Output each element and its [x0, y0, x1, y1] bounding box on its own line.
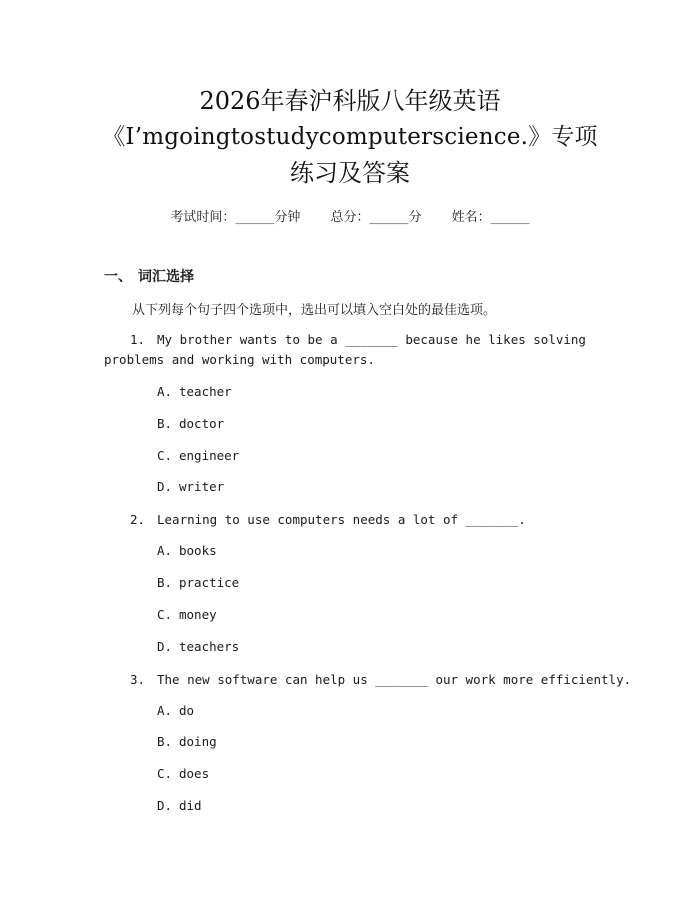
question-1-option-a[interactable] — [157, 383, 232, 401]
question-1-option-d[interactable] — [157, 478, 224, 496]
option-letter: D. — [157, 639, 173, 654]
option-letter: B. — [157, 734, 173, 749]
question-3 — [104, 670, 632, 690]
question-3-option-b[interactable] — [157, 733, 217, 751]
question-number: 3. — [130, 672, 146, 687]
option-text: teacher — [179, 384, 232, 399]
question-1-option-b[interactable] — [157, 415, 224, 433]
option-text: did — [179, 798, 202, 813]
question-3-option-c[interactable] — [157, 765, 209, 783]
question-2-option-a[interactable] — [157, 542, 217, 560]
option-letter: A. — [157, 384, 173, 399]
option-letter: B. — [157, 416, 173, 431]
question-text: My brother wants to be a _______ because he likes solving — [157, 332, 586, 347]
section-instruction: 从下列每个句子四个选项中，选出可以填入空白处的最佳选项。 — [132, 303, 497, 318]
exam-meta — [0, 206, 700, 225]
option-text: engineer — [179, 448, 240, 463]
exam-score: 总分：______分 — [330, 210, 422, 225]
question-2-option-b[interactable] — [157, 574, 239, 592]
question-number: 1. — [130, 332, 146, 347]
question-2-option-d[interactable] — [157, 638, 239, 656]
option-letter: D. — [157, 479, 173, 494]
option-letter: B. — [157, 575, 173, 590]
option-text: doctor — [179, 416, 225, 431]
option-text: writer — [179, 479, 225, 494]
question-number: 2. — [130, 512, 146, 527]
option-text: books — [179, 543, 217, 558]
option-letter: C. — [157, 607, 173, 622]
question-2-option-c[interactable] — [157, 606, 217, 624]
question-1 — [104, 330, 586, 370]
title-line-2: 《I’mgoingtostudycomputerscience.》专项 — [102, 124, 598, 150]
student-name: 姓名：______ — [451, 210, 530, 225]
section-number: 一、 — [104, 269, 132, 285]
question-3-option-a[interactable] — [157, 702, 194, 720]
question-text: The new software can help us _______ our work more efficiently. — [157, 672, 632, 687]
question-2 — [104, 510, 574, 530]
title-line-3: 练习及答案 — [290, 159, 410, 187]
option-letter: C. — [157, 448, 173, 463]
question-1-option-c[interactable] — [157, 447, 239, 465]
exam-time: 考试时间：______分钟 — [170, 210, 301, 225]
option-text: does — [179, 766, 210, 781]
option-letter: C. — [157, 766, 173, 781]
option-text: do — [179, 703, 195, 718]
option-letter: A. — [157, 703, 173, 718]
title-line-1: 2026年春沪科版八年级英语 — [199, 87, 501, 115]
option-text: practice — [179, 575, 240, 590]
option-text: teachers — [179, 639, 240, 654]
section-title: 词汇选择 — [138, 269, 194, 285]
question-3-option-d[interactable] — [157, 797, 202, 815]
option-text: money — [179, 607, 217, 622]
option-letter: A. — [157, 543, 173, 558]
option-text: doing — [179, 734, 217, 749]
question-text: Learning to use computers needs a lot of _______. — [157, 512, 526, 527]
option-letter: D. — [157, 798, 173, 813]
section-heading — [104, 266, 194, 286]
question-text-continued: problems and working with computers. — [104, 352, 375, 367]
